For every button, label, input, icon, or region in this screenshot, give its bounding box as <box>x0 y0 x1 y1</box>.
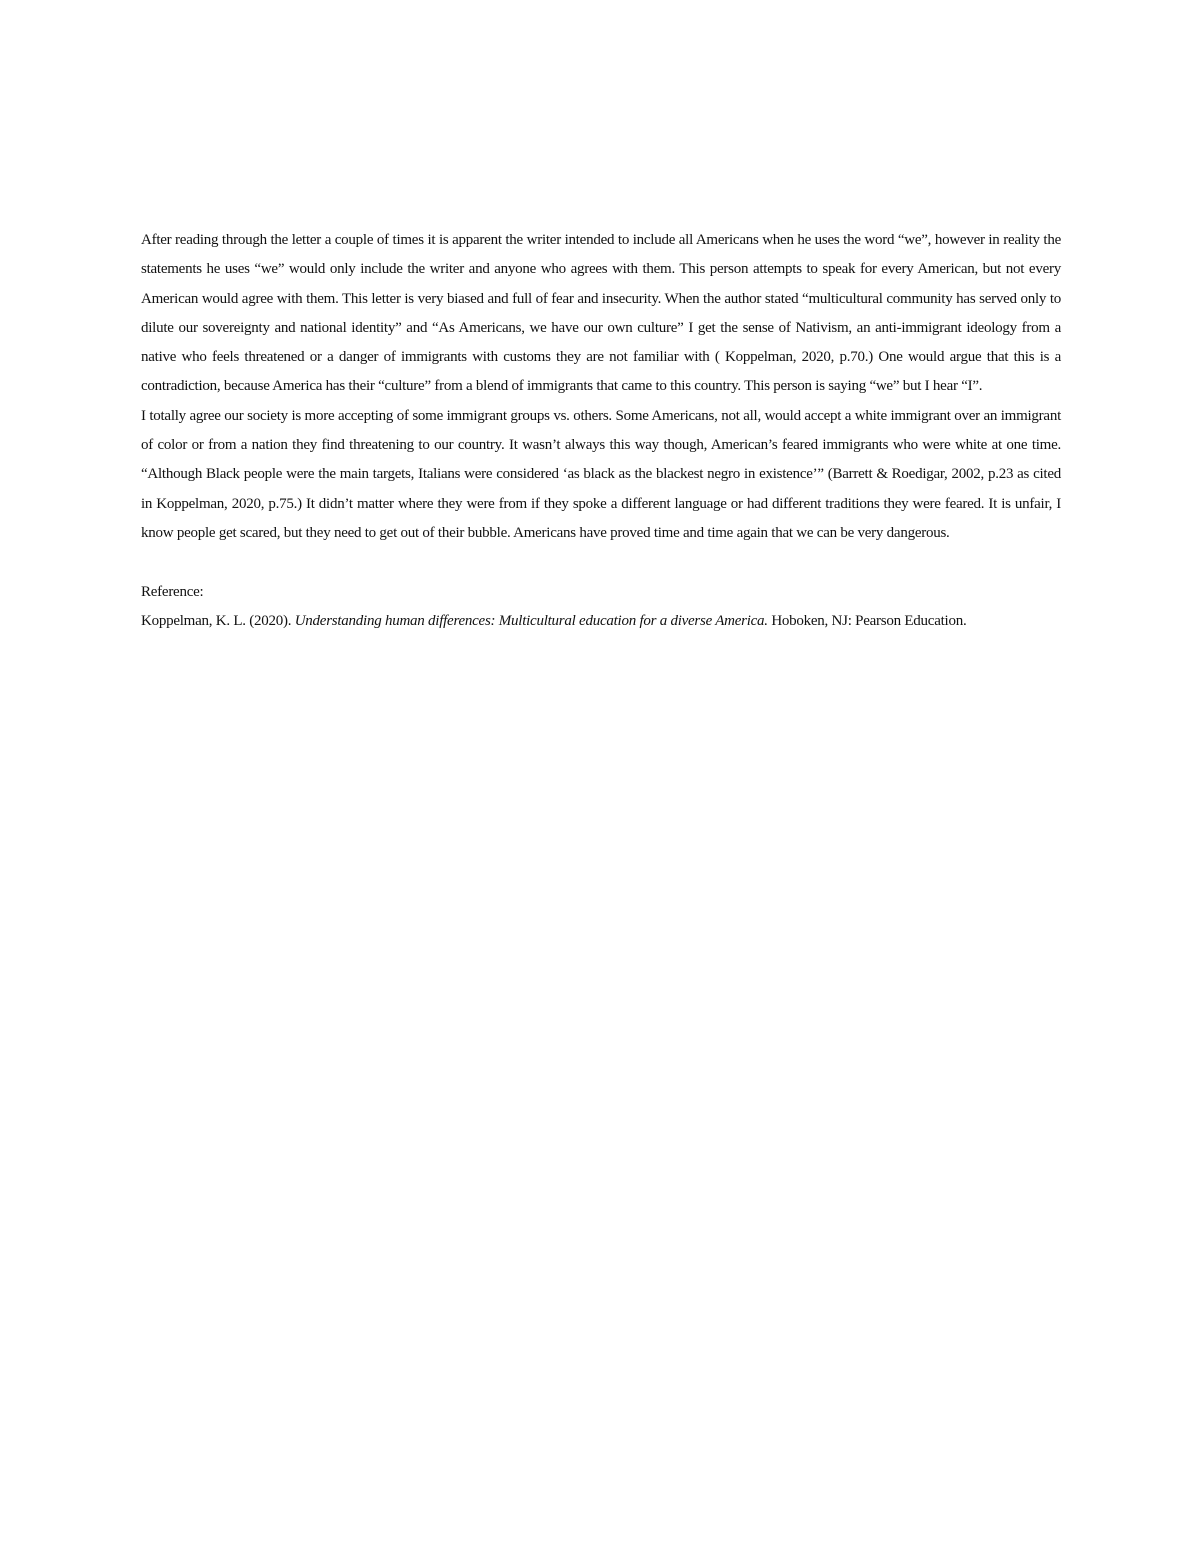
paragraph-1: After reading through the letter a couple of times it is apparent the writer intended to include all Americans when he uses the word “we”, however in reality the statements he uses “we” would only include the writer and anyone who agrees with them. This person attempts to speak for every American, but not every American would agree with them. This letter is very biased and full of fear and insecurity. When the author stated “multicultural community has served only to dilute our sovereignty and national identity” and “As Americans, we have our own culture” I get the sense of Nativism, an anti-immigrant ideology from a native who feels threatened or a danger of immigrants with customs they are not familiar with ( Koppelman, 2020, p.70.) One would argue that this is a contradiction, because America has their “culture” from a blend of immigrants that came to this country. This person is saying “we” but I hear “I”. <box>141 232 1061 395</box>
reference-title: Understanding human differences: Multicultural education for a diverse America. <box>294 612 768 629</box>
reference-publisher: Hoboken, NJ: Pearson Education. <box>767 612 967 629</box>
paragraph-spacer <box>141 548 1061 577</box>
reference-heading: Reference: <box>141 583 204 600</box>
reference-entry <box>141 607 1061 636</box>
document-body <box>141 226 1061 636</box>
paragraph-2: I totally agree our society is more accepting of some immigrant groups vs. others. Some Americans, not all, would accept a white immigrant over an immigrant of color or from a nation they find threatening to our country. It wasn’t always this way though, American’s feared immigrants who were white at one time. “Although Black people were the main targets, Italians were considered ‘as black as the blackest negro in existence’” (Barrett & Roedigar, 2002, p.23 as cited in Koppelman, 2020, p.75.) It didn’t matter where they were from if they spoke a different language or had different traditions they were feared. It is unfair, I know people get scared, but they need to get out of their bubble. Americans have proved time and time again that we can be very dangerous. <box>141 407 1061 541</box>
reference-authors: Koppelman, K. L. (2020). <box>141 612 295 629</box>
